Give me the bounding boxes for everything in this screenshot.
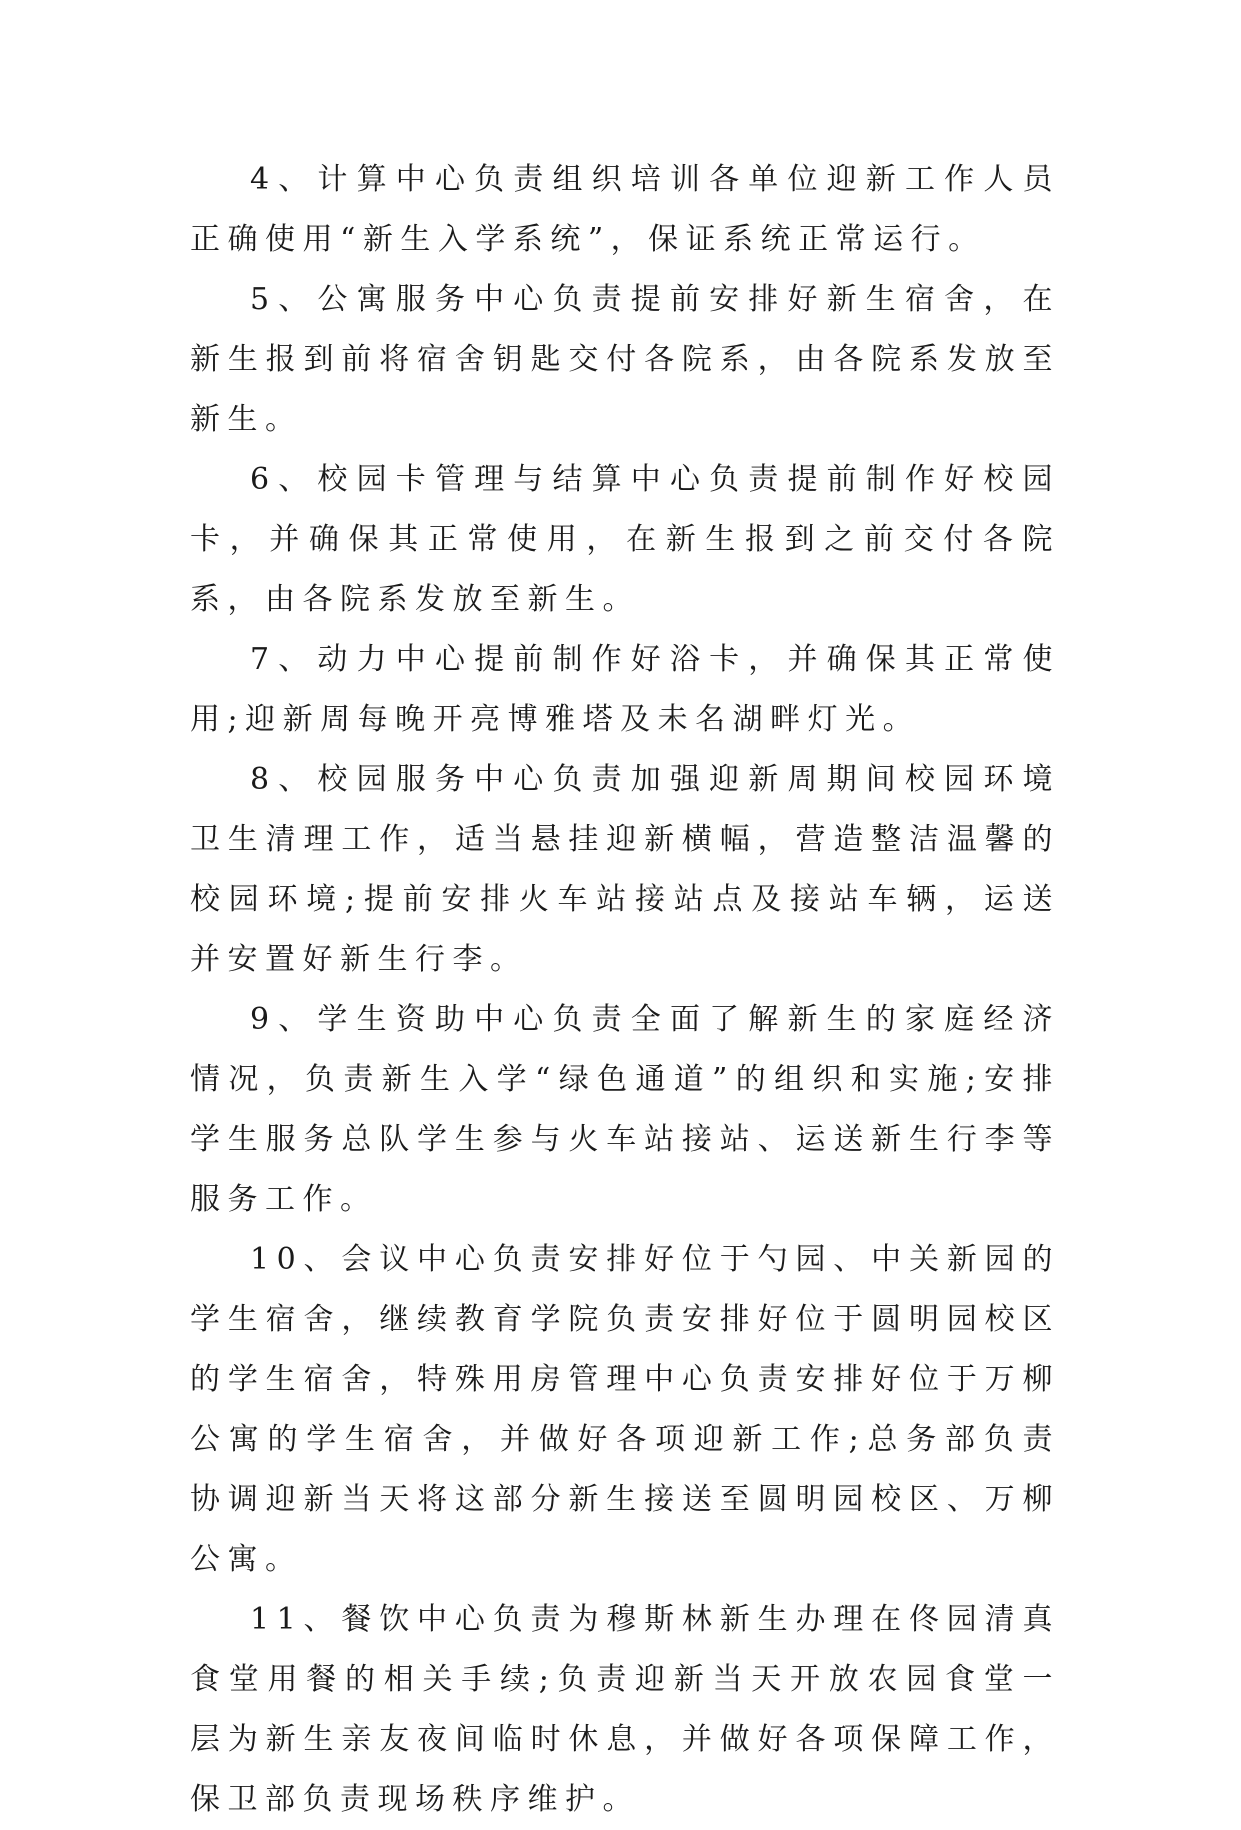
paragraph-item-6: 6、校园卡管理与结算中心负责提前制作好校园卡，并确保其正常使用，在新生报到之前交付各院系，由各院系发放至新生。 <box>190 462 1060 617</box>
paragraph-item-9: 9、学生资助中心负责全面了解新生的家庭经济情况，负责新生入学“绿色通道”的组织和实施;安排学生服务总队学生参与火车站接站、运送新生行李等服务工作。 <box>190 1002 1060 1217</box>
paragraph-item-7: 7、动力中心提前制作好浴卡，并确保其正常使用;迎新周每晚开亮博雅塔及未名湖畔灯光。 <box>190 642 1060 737</box>
paragraph-item-10: 10、会议中心负责安排好位于勺园、中关新园的学生宿舍，继续教育学院负责安排好位于圆明园校区的学生宿舍，特殊用房管理中心负责安排好位于万柳公寓的学生宿舍，并做好各项迎新工作;总务部负责协调迎新当天将这部分新生接送至圆明园校区、万柳公寓。 <box>190 1242 1060 1577</box>
paragraph-item-4: 4、计算中心负责组织培训各单位迎新工作人员正确使用“新生入学系统”，保证系统正常运行。 <box>190 162 1060 257</box>
paragraph-item-11: 11、餐饮中心负责为穆斯林新生办理在佟园清真食堂用餐的相关手续;负责迎新当天开放农园食堂一层为新生亲友夜间临时休息，并做好各项保障工作，保卫部负责现场秩序维护。 <box>190 1602 1060 1817</box>
paragraph-item-8: 8、校园服务中心负责加强迎新周期间校园环境卫生清理工作，适当悬挂迎新横幅，营造整洁温馨的校园环境;提前安排火车站接站点及接站车辆，运送并安置好新生行李。 <box>190 762 1060 977</box>
document-page <box>190 150 1060 1830</box>
paragraph-item-5: 5、公寓服务中心负责提前安排好新生宿舍，在新生报到前将宿舍钥匙交付各院系，由各院系发放至新生。 <box>190 282 1060 437</box>
